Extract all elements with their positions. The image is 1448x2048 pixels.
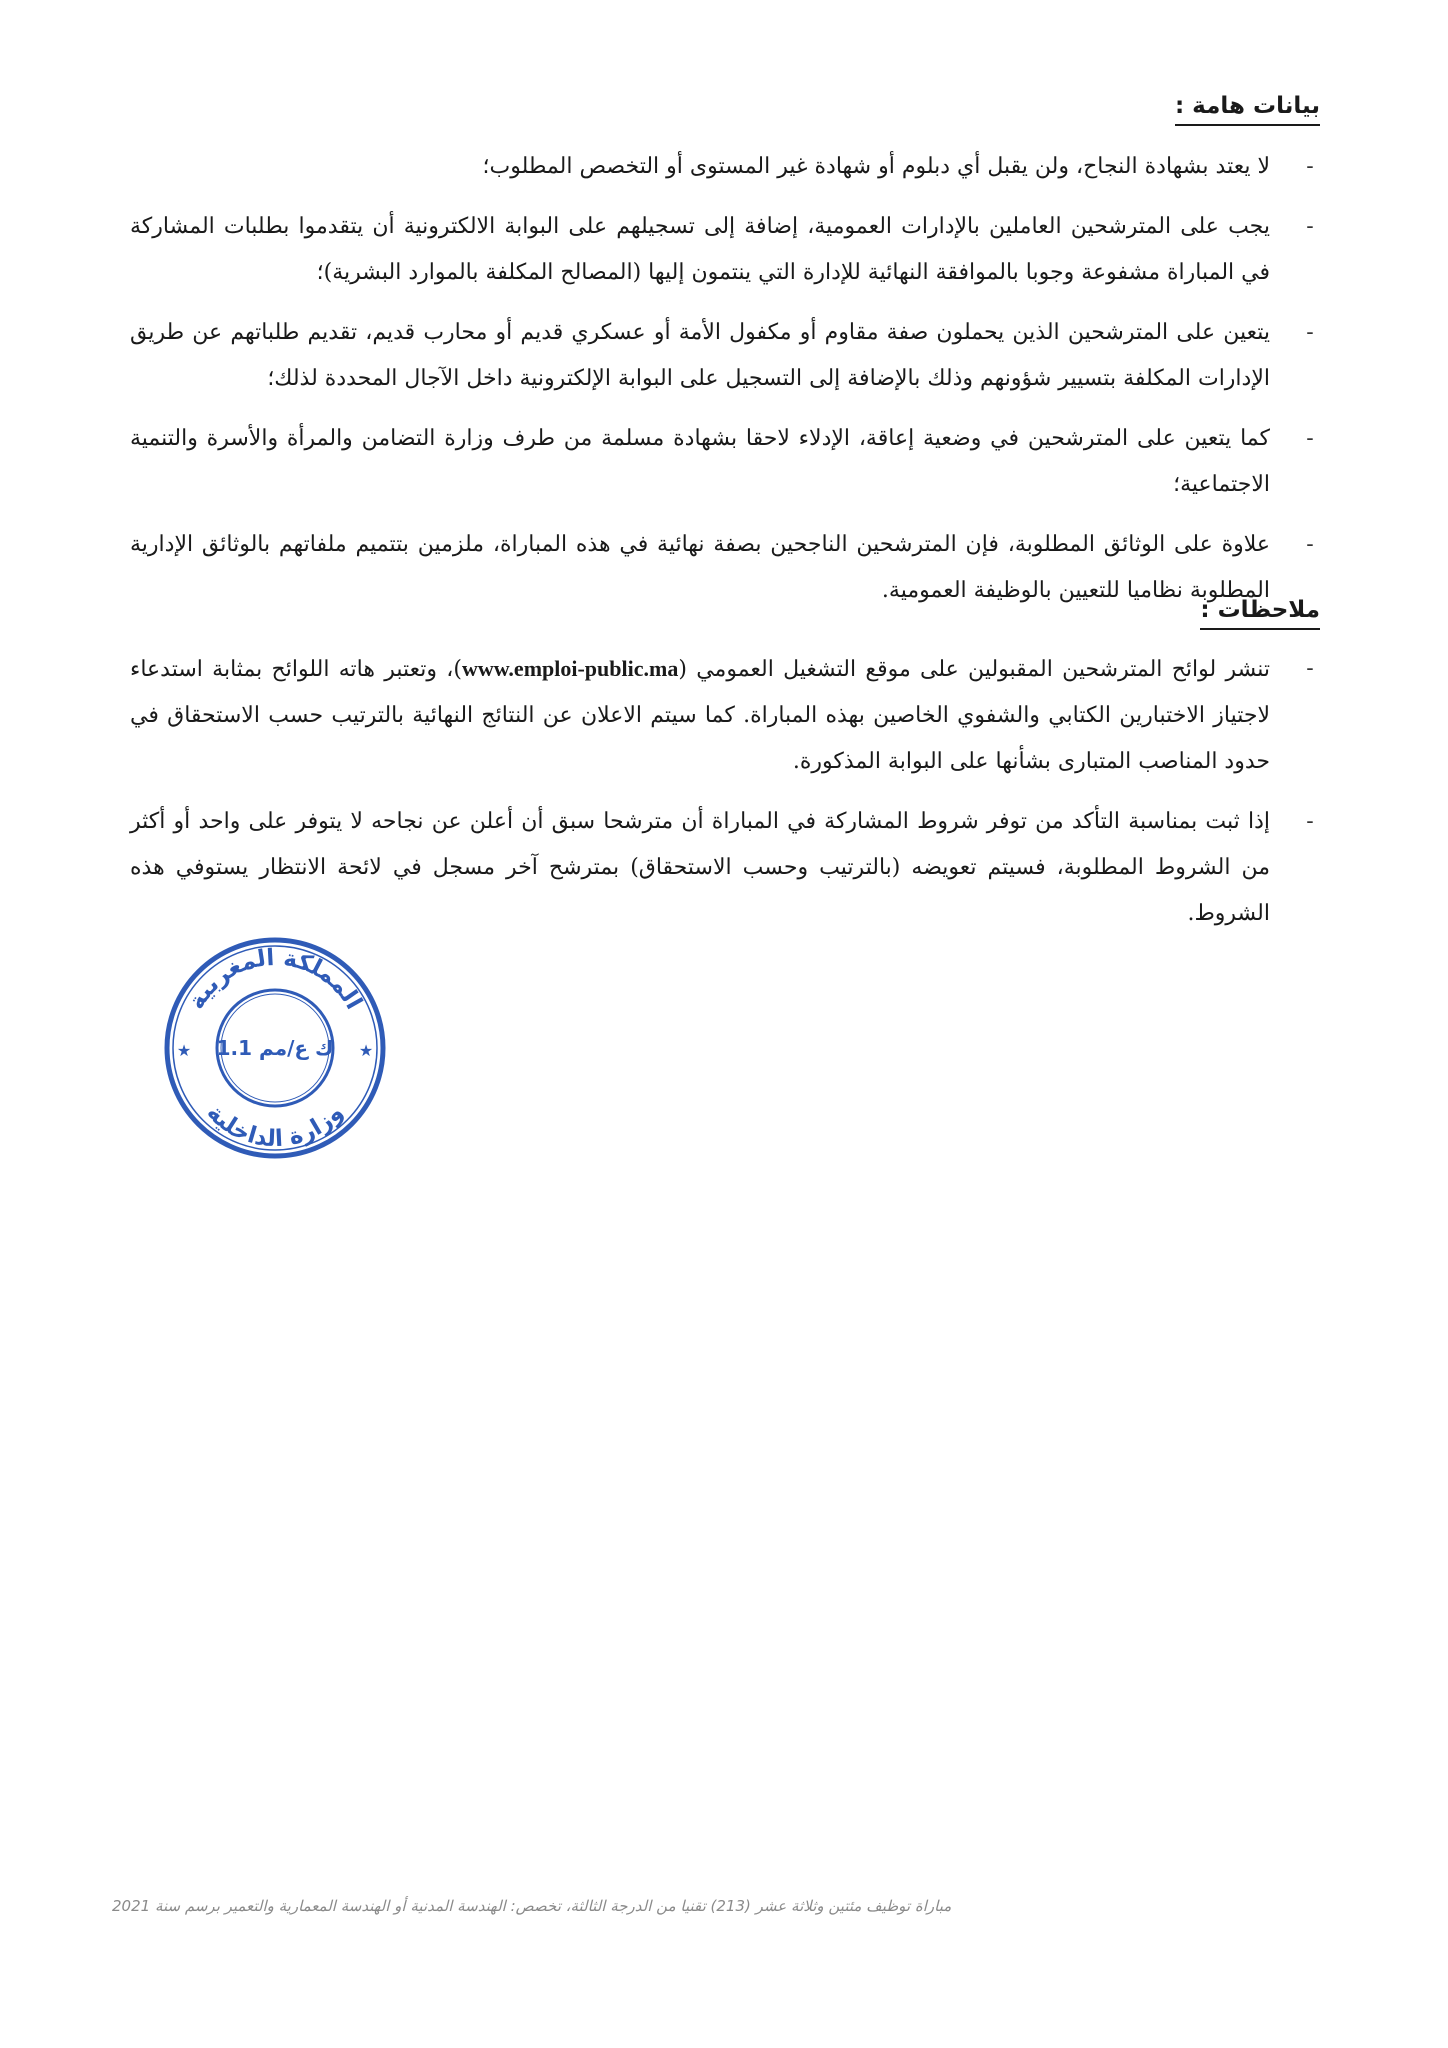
- bullet-dash: -: [1306, 809, 1314, 834]
- note-text-part: )، وتعتبر هاته اللوائح بمثابة استدعاء لاجتياز الاختبارين الكتابي والشفوي الخاصين بهذه المباراة. كما سيتم الاعلان عن النتائج النهائية بالترتيب حسب الاستحقاق في حدود المناصب المتبارى بشأنها على البوابة المذكورة.: [130, 657, 1270, 774]
- list-item: [130, 416, 1320, 508]
- website-link[interactable]: www.emploi-public.ma: [461, 656, 679, 681]
- list-item-text: كما يتعين على المترشحين في وضعية إعاقة، الإدلاء لاحقا بشهادة مسلمة من طرف وزارة التضامن والمرأة والأسرة والتنمية الاجتماعية؛: [130, 426, 1270, 497]
- list-item-text: يجب على المترشحين العاملين بالإدارات العمومية، إضافة إلى تسجيلهم على البوابة الالكترونية أن يتقدموا بطلبات المشاركة في المباراة مشفوعة وجوبا بالموافقة النهائية للإدارة التي ينتمون إليها (المصالح المكلفة بالموارد البشرية)؛: [130, 214, 1270, 285]
- important-info-list: [130, 144, 1320, 628]
- bullet-dash: -: [1306, 320, 1314, 345]
- list-item: [130, 646, 1320, 785]
- list-item-text: علاوة على الوثائق المطلوبة، فإن المترشحين الناجحين بصفة نهائية في هذه المباراة، ملزمين بتتميم ملفاتهم بالوثائق الإدارية المطلوبة نظاميا للتعيين بالوظيفة العمومية.: [130, 532, 1270, 603]
- list-item: [130, 204, 1320, 296]
- notes-heading: ملاحظات :: [1200, 596, 1320, 630]
- bullet-dash: -: [1306, 532, 1314, 557]
- list-item: [130, 522, 1320, 614]
- svg-text:المملكة المغربية: [183, 945, 366, 1014]
- page-footer: مباراة توظيف مئتين وثلاثة عشر (213) تقنيا من الدرجة الثالثة، تخصص: الهندسة المدنية أو الهندسة المعمارية والتعمير برسم سنة 2021: [112, 1897, 952, 1915]
- list-item-text: لا يعتد بشهادة النجاح، ولن يقبل أي دبلوم أو شهادة غير المستوى أو التخصص المطلوب؛: [482, 154, 1270, 179]
- notes-list: [130, 646, 1320, 951]
- bullet-dash: -: [1306, 426, 1314, 451]
- ministry-stamp-icon: [162, 935, 388, 1161]
- bullet-dash: -: [1306, 214, 1314, 239]
- note-text-part: تنشر لوائح المترشحين المقبولين على موقع التشغيل العمومي (: [678, 657, 1270, 682]
- list-item: [130, 144, 1320, 190]
- stamp-top-text: المملكة المغربية: [183, 944, 367, 1014]
- list-item-text: [130, 657, 1270, 774]
- list-item: [130, 310, 1320, 402]
- list-item-text: يتعين على المترشحين الذين يحملون صفة مقاوم أو مكفول الأمة أو عسكري قديم أو محارب قديم، تقديم طلباتهم عن طريق الإدارات المكلفة بتسيير شؤونهم وذلك بالإضافة إلى التسجيل على البوابة الإلكترونية داخل الآجال المحددة لذلك؛: [130, 320, 1270, 391]
- bullet-dash: -: [1306, 656, 1314, 681]
- star-icon: ★: [176, 1041, 192, 1060]
- important-info-heading: بيانات هامة :: [1175, 92, 1320, 126]
- bullet-dash: -: [1306, 154, 1314, 179]
- stamp-bottom-text: وزارة الداخلية: [201, 1099, 349, 1153]
- stamp-center-text: ك ع/مم 1.1: [216, 1036, 334, 1060]
- list-item: [130, 799, 1320, 937]
- list-item-text: إذا ثبت بمناسبة التأكد من توفر شروط المشاركة في المباراة أن مترشحا سبق أن أعلن عن نجاحه لا يتوفر على واحد أو أكثر من الشروط المطلوبة، فسيتم تعويضه (بالترتيب وحسب الاستحقاق) بمترشح آخر مسجل في لائحة الانتظار يستوفي هذه الشروط.: [130, 809, 1270, 926]
- star-icon: ★: [358, 1041, 374, 1060]
